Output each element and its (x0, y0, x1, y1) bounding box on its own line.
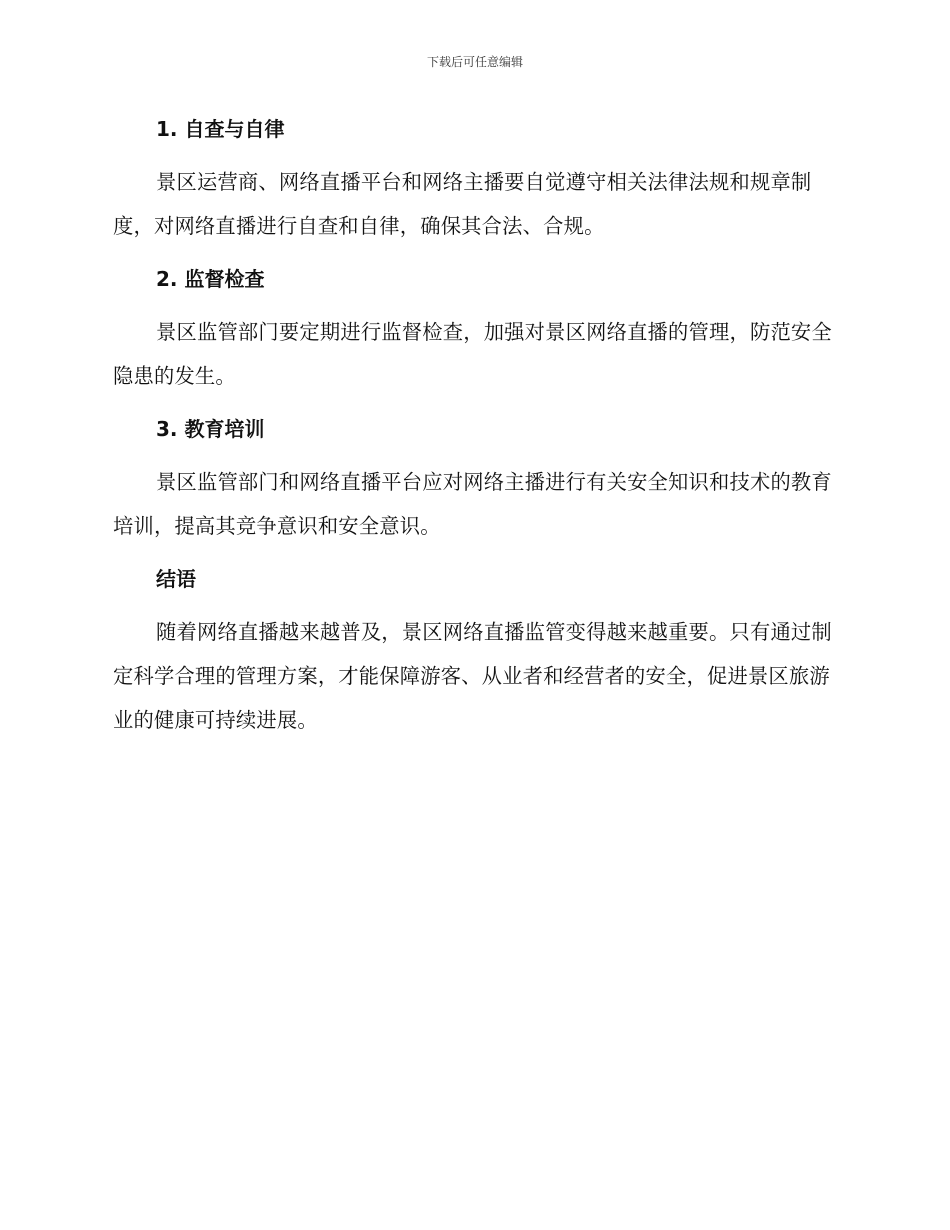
section-training (113, 412, 833, 548)
section-paragraph: 景区运营商、网络直播平台和网络主播要自觉遵守相关法律法规和规章制度，对网络直播进行自查和自律，确保其合法、合规。 (113, 170, 812, 238)
section-supervision (113, 262, 833, 398)
section-paragraph: 景区监管部门要定期进行监督检查，加强对景区网络直播的管理，防范安全隐患的发生。 (113, 320, 832, 388)
section-heading: 3. 教育培训 (156, 417, 265, 441)
section-paragraph: 随着网络直播越来越普及，景区网络直播监管变得越来越重要。只有通过制定科学合理的管理方案，才能保障游客、从业者和经营者的安全，促进景区旅游业的健康可持续进展。 (113, 620, 832, 732)
section-heading: 2. 监督检查 (156, 267, 265, 291)
section-paragraph: 景区监管部门和网络直播平台应对网络主播进行有关安全知识和技术的教育培训，提高其竞争意识和安全意识。 (113, 470, 832, 538)
section-heading: 结语 (156, 567, 196, 591)
section-conclusion (113, 562, 833, 742)
section-self-inspection (113, 112, 833, 248)
page-header-note: 下载后可任意编辑 (426, 55, 523, 69)
section-heading: 1. 自查与自律 (156, 117, 285, 141)
document-content (113, 112, 833, 756)
